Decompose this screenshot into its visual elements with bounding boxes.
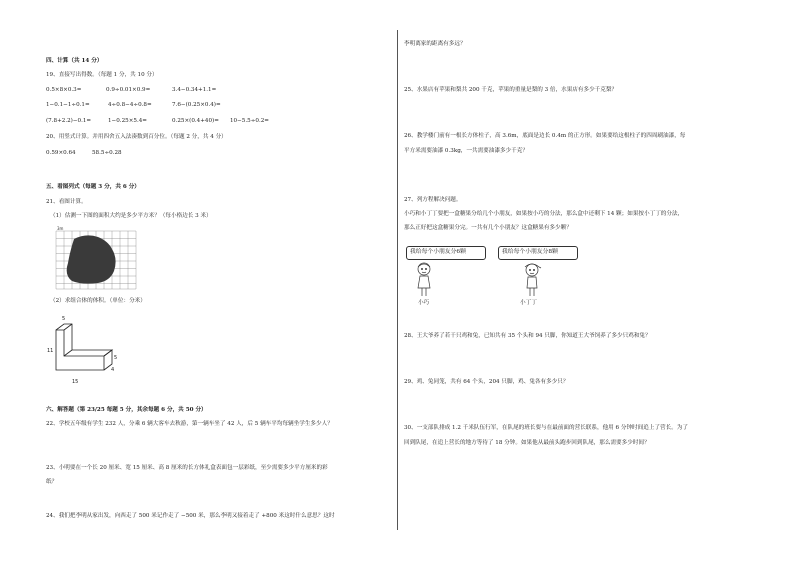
dim-left: 11: [47, 348, 54, 354]
calc-item: 58.5÷0.28: [92, 150, 122, 156]
girl-figure-icon: [412, 260, 436, 300]
name-xiaoqiao: 小巧: [418, 300, 430, 306]
dim-right: 5: [114, 355, 118, 361]
question-27-line-1: 小巧和小丁丁要把一盒糖果分给几个小朋友，如果按小巧的分法，那么盒中还剩下 14 颗；如果按小丁丁的分法，: [404, 211, 684, 217]
section-5-title: 五、看图列式（每题 3 分，共 6 分）: [46, 184, 140, 190]
boy-figure-icon: [520, 260, 544, 300]
question-25: 25、水果店有苹果和梨共 200 千克，苹果的重量是梨的 3 倍，水果店有多少千克梨？: [404, 87, 618, 93]
bubble-text: 我给每个小朋友分8颗: [502, 249, 558, 255]
dim-top: 5: [62, 316, 66, 322]
question-30-line-1: 30、一支部队排成 1.2 千米队伍行军，在队尾的班长要与在最前面的营长联系，他用 6 分钟时间追上了营长。为了: [404, 425, 688, 431]
speech-bubble-xiaoqiao: [406, 246, 486, 260]
name-xiaodingding: 小丁丁: [520, 300, 537, 306]
section-6-title: 六、解答题（第 23/25 每题 5 分，其余每题 6 分，共 50 分）: [46, 407, 207, 413]
calc-item: 0.25×(0.4+40)=: [172, 118, 219, 124]
calc-item: 4÷0.8−4÷0.8=: [108, 102, 152, 108]
dim-bottom: 15: [72, 379, 79, 385]
question-19: 19、直接写出得数。（每题 1 分，共 10 分）: [46, 72, 158, 78]
calc-item: 0.59×0.64: [46, 150, 76, 156]
question-26-line-1: 26、教学楼门前有一根长方体柱子，高 3.6m，底面是边长 0.4m 的正方形。如果要给这根柱子的四周刷油漆，每: [404, 133, 686, 139]
calc-item: 10−5.5÷0.2=: [230, 118, 269, 124]
grid-scale-label: 3m: [57, 226, 64, 231]
question-28: 28、王大爷养了若干只鸡和兔，已知共有 35 个头和 94 只脚，你知道王大爷饲养了多少只鸡和兔？: [404, 333, 651, 339]
question-20: 20、用竖式计算。并用四舍五入法凑数到百分位。（每题 2 分，共 4 分）: [46, 134, 227, 140]
question-21: 21、看图计算。: [46, 199, 87, 205]
area-grid-figure: [52, 225, 142, 291]
question-27-line-2: 那么正好把这盒糖果分完。一共有几个小朋友？这盒糖果有多少颗？: [404, 225, 572, 231]
calc-item: 1−0.25×5.4=: [108, 118, 147, 124]
question-27: 27、列方程解决问题。: [404, 197, 462, 203]
calc-item: 0.5×8×0.3=: [46, 87, 82, 93]
speech-bubble-xiaodingding: [498, 246, 578, 260]
bubble-text: 我给每个小朋友分6颗: [410, 249, 466, 255]
dim-bottom-right: 4: [111, 367, 115, 373]
question-21-part-1: （1）估测一下图的面积大约是多少平方米？（每小格边长 3 米）: [50, 213, 212, 219]
section-4-title: 四、计算（共 14 分）: [46, 58, 103, 64]
question-22: 22、学校五年级有学生 232 人，分乘 6 辆大客车去秋游，第一辆车坐了 42 人，后 5 辆车平均每辆坐学生多少人？: [46, 421, 333, 427]
question-21-part-2: （2）求组合体的体积。（单位：分米）: [50, 298, 146, 304]
calc-item: 0.9÷0.01×0.9=: [106, 87, 151, 93]
question-23-line-2: 纸？: [46, 479, 58, 485]
question-24-line-1: 24、我们把李明从家出发，向西走了 500 米记作走了 −500 米，那么李明又接着走了 +800 米这时什么意思？这时: [46, 513, 335, 519]
calc-item: 1−0.1−1÷0.1=: [46, 102, 90, 108]
question-24-line-2: 李明离家的距离有多远？: [404, 41, 466, 47]
question-26-line-2: 平方米需要油漆 0.3kg，一共需要油漆多少千克？: [404, 148, 528, 154]
solid-figure: [44, 308, 134, 386]
question-23-line-1: 23、小明要在一个长 20 厘米、宽 15 厘米、高 8 厘米的长方体礼盒表面包一层彩纸，至少需要多少平方厘米的彩: [46, 465, 328, 471]
calc-item: (7.8+2.2)−0.1=: [46, 118, 92, 124]
calc-item: 3.4−0.34+1.1=: [172, 87, 217, 93]
question-29: 29、鸡、兔同笼，共有 64 个头，204 只脚，鸡、兔各有多少只？: [404, 379, 569, 385]
calc-item: 7.6−(0.25×0.4)=: [172, 102, 221, 108]
column-divider: [397, 30, 398, 530]
question-30-line-2: 回到队尾，在追上营长的地方等待了 18 分钟。如果他从最前头跑步回到队尾，那么需要多少时间？: [404, 440, 650, 446]
